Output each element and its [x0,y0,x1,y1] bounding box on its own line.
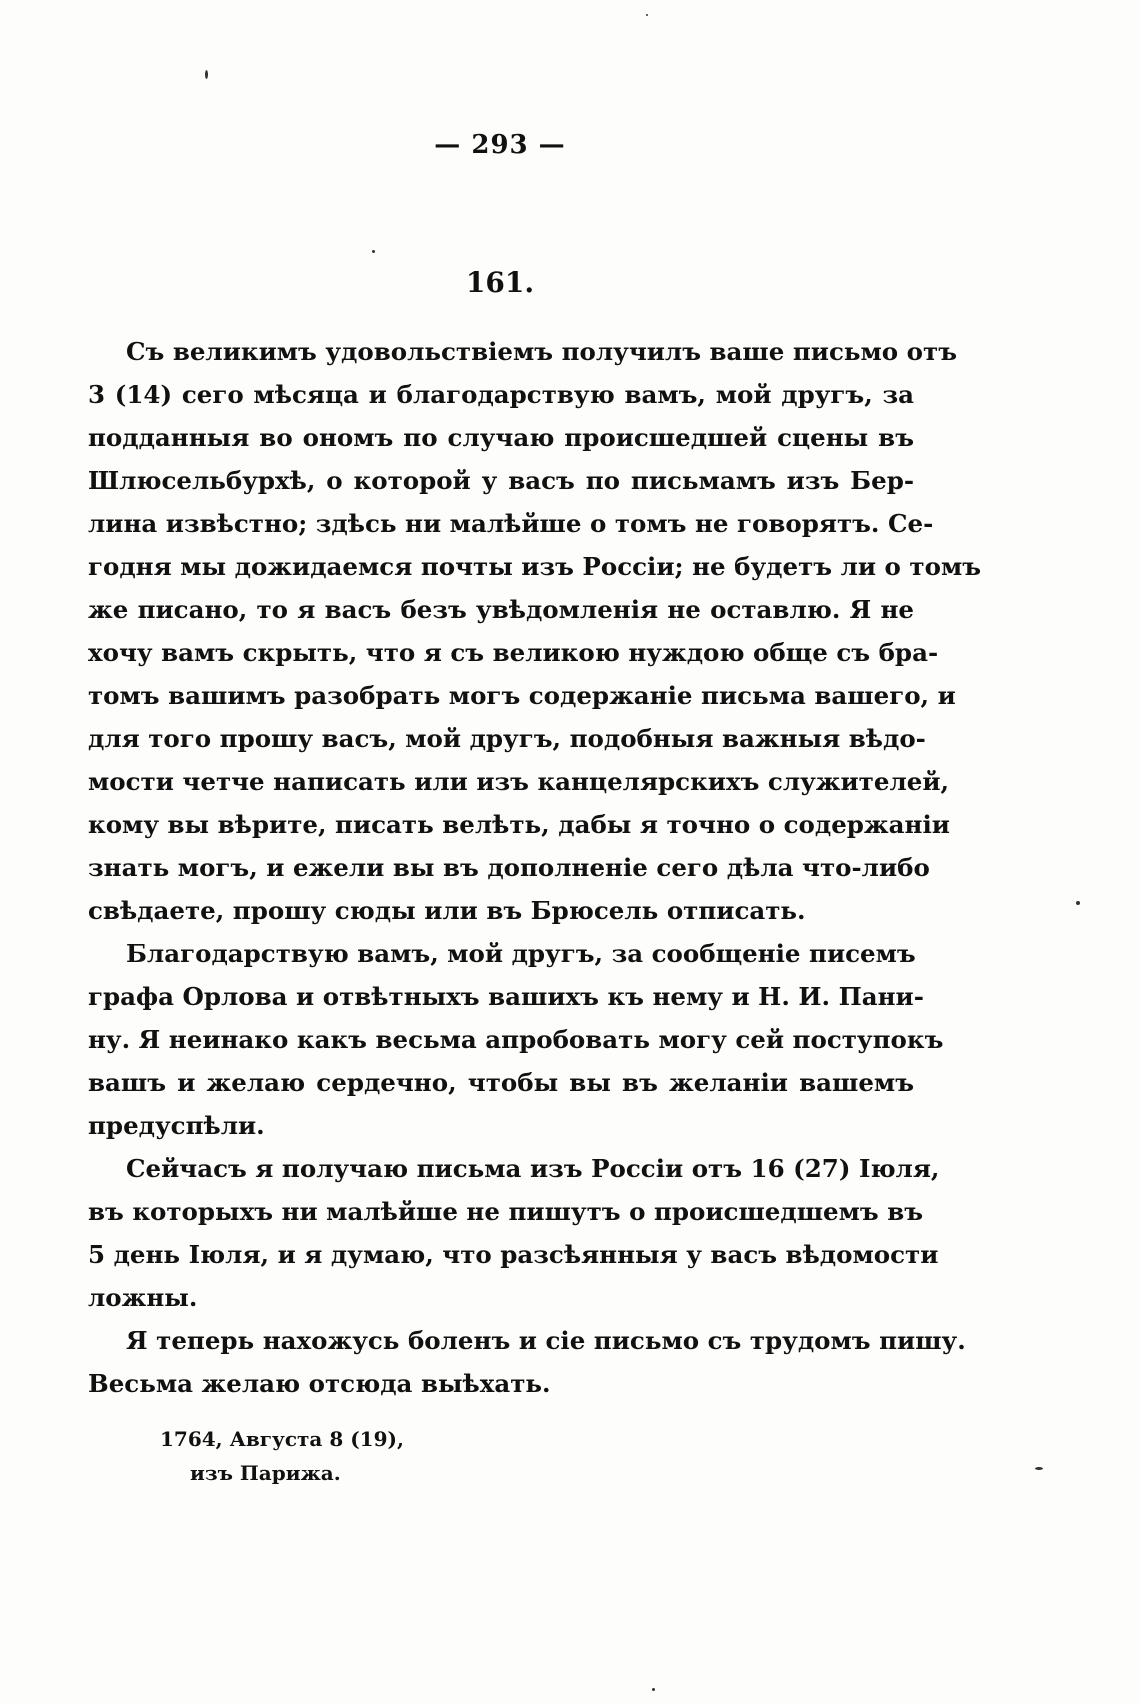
text-line: Весьма желаю отсюда выѣхать. [88,1369,551,1398]
scan-speck [372,250,375,253]
scan-speck [646,14,648,16]
paragraph-2 [88,932,944,1147]
scan-speck [1076,901,1080,905]
paragraph-3 [88,1147,940,1319]
text-line: въ которыхъ ни малѣйше не пишутъ о происшедшемъ въ [88,1197,924,1226]
scan-speck [205,70,208,79]
text-line: предуспѣли. [88,1111,265,1140]
text-line: томъ вашимъ разобрать могъ содержаніе письма вашего, и [88,681,956,710]
letter-number: 161. [465,266,535,299]
text-line: кому вы вѣрите, писать велѣть, дабы я точно о содержаніи [88,810,950,839]
text-line: Шлюсельбурхѣ, о которой у васъ по письмамъ изъ Бер- [88,466,914,495]
text-line: графа Орлова и отвѣтныхъ вашихъ къ нему и Н. И. Пани- [88,982,924,1011]
page-number: — 293 — [434,130,566,160]
letter-body [88,330,982,1405]
text-line: хочу вамъ скрыть, что я съ великою нуждою обще съ бра- [88,638,939,667]
text-line: ну. Я неинако какъ весьма апробовать могу сей поступокъ [88,1025,944,1054]
text-line: знать могъ, и ежели вы въ дополненіе сего дѣла что-либо [88,853,930,882]
scan-speck [652,1688,655,1691]
text-line: лина извѣстно; здѣсь ни малѣйше о томъ не говорятъ. Се- [88,509,934,538]
text-line: годня мы дожидаемся почты изъ Россіи; не будетъ ли о томъ [88,552,982,581]
text-line: Благодарствую вамъ, мой другъ, за сообщеніе писемъ [126,939,916,968]
text-line: мости четче написать или изъ канцелярскихъ служителей, [88,767,950,796]
text-line: же писано, то я васъ безъ увѣдомленія не оставлю. Я не [88,595,914,624]
text-line: 5 день Іюля, и я думаю, что разсѣянныя у васъ вѣдомости [88,1240,939,1269]
paragraph-1 [88,330,982,932]
scan-speck [1035,1467,1043,1470]
text-line: свѣдаете, прошу сюды или въ Брюсель отписать. [88,896,806,925]
text-line: подданныя во ономъ по случаю происшедшей сцены въ [88,423,914,452]
text-line: для того прошу васъ, мой другъ, подобныя важныя вѣдо- [88,724,926,753]
text-line: вашъ и желаю сердечно, чтобы вы въ желаніи вашемъ [88,1068,914,1097]
signature-date: 1764, Августа 8 (19), [160,1427,404,1451]
letter-signature [160,1422,404,1490]
paragraph-4 [88,1319,966,1405]
text-line: Сейчасъ я получаю письма изъ Россіи отъ 16 (27) Іюля, [126,1154,940,1183]
text-line: 3 (14) сего мѣсяца и благодарствую вамъ, мой другъ, за [88,380,914,409]
text-line: Я теперь нахожусь боленъ и сіе письмо съ трудомъ пишу. [126,1326,966,1355]
signature-place: изъ Парижа. [190,1461,341,1485]
text-line: Съ великимъ удовольствіемъ получилъ ваше письмо отъ [126,337,957,366]
text-line: ложны. [88,1283,198,1312]
